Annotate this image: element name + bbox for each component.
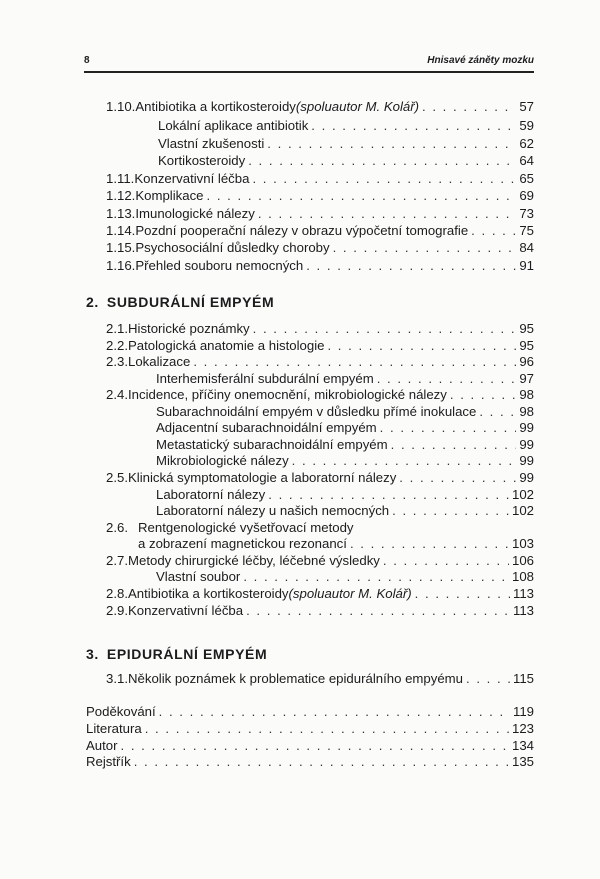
toc-entry-title: Lokalizace	[128, 354, 191, 369]
toc-entry	[106, 205, 534, 222]
toc-entry-title: Laboratorní nálezy u našich nemocných	[156, 503, 390, 518]
toc-entry-title: Několik poznámek k problematice epidurálního empyému	[128, 671, 463, 686]
leader-dots	[471, 222, 516, 239]
toc-entry	[86, 753, 534, 770]
leader-dots	[248, 152, 516, 169]
toc-entry-title: Interhemisferální subdurální empyém	[156, 371, 374, 386]
toc-entry-title: Vlastní zkušenosti	[158, 136, 265, 151]
toc-entry	[86, 703, 534, 720]
toc-entry-page: 108	[511, 569, 534, 584]
leader-dots	[327, 337, 516, 354]
leader-dots	[350, 535, 509, 552]
toc-entry	[106, 187, 534, 204]
toc-entry	[156, 403, 534, 420]
toc-entry-title: Mikrobiologické nálezy	[156, 453, 289, 468]
toc-entry-title: Antibiotika a kortikosteroidy	[128, 586, 289, 601]
toc-entry-number: 1.15.	[106, 240, 136, 255]
toc-entry	[138, 535, 534, 552]
toc-entry-page: 64	[519, 153, 534, 168]
toc-entry-page: 97	[519, 371, 534, 386]
leader-dots	[392, 502, 509, 519]
leader-dots	[399, 469, 516, 486]
toc-entry	[106, 386, 534, 403]
toc-entry-page: 106	[511, 553, 534, 568]
toc-entry-title: Incidence, příčiny onemocnění, mikrobiologické nálezy	[128, 387, 447, 402]
toc-entry	[106, 353, 534, 370]
toc-entry-number: 3.1.	[106, 671, 128, 686]
toc-entry-title: Antibiotika a kortikosteroidy	[135, 99, 296, 114]
toc-entry-page: 99	[519, 437, 534, 452]
toc-entry	[156, 436, 534, 453]
toc-entry-title: Poděkování	[86, 704, 156, 719]
leader-dots	[243, 568, 509, 585]
toc-entry-title: Rentgenologické vyšetřovací metody	[138, 520, 354, 535]
toc-entry	[106, 602, 534, 619]
toc-entry-page: 95	[519, 321, 534, 336]
page-header	[84, 55, 534, 71]
toc-entry-number: 1.13.	[106, 206, 136, 221]
toc-entry	[156, 568, 534, 585]
toc-entry-number: 2.3.	[106, 354, 128, 369]
toc-entry-number: 2.9.	[106, 603, 128, 618]
toc-entry	[156, 370, 534, 387]
leader-dots	[268, 486, 509, 503]
leader-dots	[311, 117, 516, 134]
leader-dots	[450, 386, 516, 403]
toc-entry	[156, 502, 534, 519]
toc-entry-page: 135	[511, 754, 534, 769]
toc-entry-page: 91	[519, 258, 534, 273]
toc-entry-title: Adjacentní subarachnoidální empyém	[156, 420, 377, 435]
leader-dots	[479, 403, 516, 420]
toc-entry-page: 98	[519, 387, 534, 402]
toc-entry	[106, 257, 534, 274]
leader-dots	[134, 753, 509, 770]
toc-entry-title: Literatura	[86, 721, 142, 736]
toc-entry-page: 113	[512, 586, 534, 601]
toc-entry-title: Metastatický subarachnoidální empyém	[156, 437, 388, 452]
toc-entry	[106, 552, 534, 569]
chapter-2-heading	[86, 294, 274, 310]
toc-entry-number: 2.8.	[106, 586, 128, 601]
toc-entry-title: Metody chirurgické léčby, léčebné výsledky	[128, 553, 380, 568]
toc-entry-page: 75	[519, 223, 534, 238]
toc-entry	[106, 337, 534, 354]
toc-entry-title: Klinická symptomatologie a laboratorní nálezy	[128, 470, 397, 485]
toc-entry-page: 103	[511, 536, 534, 551]
toc-entry	[106, 519, 534, 536]
leader-dots	[422, 98, 516, 115]
chapter-3-heading	[86, 646, 267, 662]
toc-entry-title: Vlastní soubor	[156, 569, 241, 584]
toc-entry-page: 98	[519, 404, 534, 419]
toc-entry-title: Psychosociální důsledky choroby	[135, 240, 330, 255]
toc-entry	[158, 135, 534, 152]
toc-entry	[156, 452, 534, 469]
page-number: 8	[84, 55, 90, 66]
toc-entry-page: 123	[511, 721, 534, 736]
toc-entry-page: 57	[519, 99, 534, 114]
toc-entry	[156, 486, 534, 503]
leader-dots	[193, 353, 516, 370]
toc-entry-number: 2.5.	[106, 470, 128, 485]
toc-entry	[86, 737, 534, 754]
toc-entry-title: Pozdní pooperační nálezy v obrazu výpočetní tomografie	[135, 223, 469, 238]
leader-dots	[252, 170, 516, 187]
toc-entry-page: 95	[519, 338, 534, 353]
toc-entry-page: 102	[511, 503, 534, 518]
toc-entry-title: Lokální aplikace antibiotik	[158, 118, 309, 133]
toc-entry	[106, 170, 534, 187]
chapter-title: EPIDURÁLNÍ EMPYÉM	[106, 646, 268, 662]
leader-dots	[246, 602, 510, 619]
toc-entry-page: 99	[519, 453, 534, 468]
toc-entry-number: 2.2.	[106, 338, 128, 353]
toc-entry-number: 2.6.	[106, 520, 128, 535]
toc-entry-title: Subarachnoidální empyém v důsledku přímé inokulace	[156, 404, 477, 419]
toc-entry-page: 99	[519, 470, 534, 485]
toc-entry	[106, 239, 534, 256]
leader-dots	[207, 187, 517, 204]
toc-entry-number: 1.14.	[106, 223, 136, 238]
toc-entry-page: 102	[511, 487, 534, 502]
leader-dots	[145, 720, 509, 737]
toc-entry	[106, 222, 534, 239]
leader-dots	[415, 585, 510, 602]
leader-dots	[258, 205, 516, 222]
toc-entry-page: 69	[519, 188, 534, 203]
toc-entry-page: 99	[519, 420, 534, 435]
chapter-title: SUBDURÁLNÍ EMPYÉM	[106, 294, 275, 310]
leader-dots	[377, 370, 517, 387]
toc-entry-number: 2.1.	[106, 321, 128, 336]
toc-entry	[106, 469, 534, 486]
toc-entry-title: Konzervativní léčba	[134, 171, 250, 186]
leader-dots	[333, 239, 517, 256]
toc-entry-title: Rejstřík	[86, 754, 131, 769]
toc-entry-note: (spoluautor M. Kolář)	[295, 99, 420, 114]
toc-entry-number: 1.10.	[106, 99, 136, 114]
toc-entry-title: a zobrazení magnetickou rezonancí	[138, 536, 347, 551]
toc-entry-number: 2.4.	[106, 387, 128, 402]
toc-entry-page: 134	[511, 738, 534, 753]
toc-entry-page: 119	[512, 704, 534, 719]
toc-entry-page: 115	[512, 671, 534, 686]
running-title: Hnisavé záněty mozku	[427, 55, 534, 66]
toc-entry-page: 113	[512, 603, 534, 618]
leader-dots	[306, 257, 516, 274]
toc-entry	[106, 585, 534, 602]
toc-entry	[156, 419, 534, 436]
toc-entry-title: Konzervativní léčba	[128, 603, 244, 618]
toc-entry-title: Kortikosteroidy	[158, 153, 246, 168]
toc-entry-page: 62	[519, 136, 534, 151]
toc-entry-title: Laboratorní nálezy	[156, 487, 266, 502]
toc-entry-title: Přehled souboru nemocných	[135, 258, 304, 273]
chapter-number: 2.	[86, 294, 99, 310]
toc-entry	[158, 152, 534, 169]
toc-entry-title: Autor	[86, 738, 118, 753]
chapter-number: 3.	[86, 646, 99, 662]
leader-dots	[121, 737, 509, 754]
toc-entry-number: 1.12.	[106, 188, 136, 203]
toc-entry-title: Komplikace	[135, 188, 204, 203]
toc-entry-page: 96	[519, 354, 534, 369]
toc-entry-page: 59	[519, 118, 534, 133]
leader-dots	[466, 670, 510, 687]
leader-dots	[292, 452, 517, 469]
toc-entry	[158, 117, 534, 134]
leader-dots	[159, 703, 510, 720]
toc-entry	[106, 670, 534, 687]
toc-entry	[106, 98, 534, 115]
leader-dots	[391, 436, 517, 453]
leader-dots	[383, 552, 509, 569]
toc-entry-note: (spoluautor M. Kolář)	[288, 586, 412, 601]
header-rule	[84, 71, 534, 73]
toc-entry-page: 73	[519, 206, 534, 221]
toc-entry	[106, 320, 534, 337]
toc-entry-number: 2.7.	[106, 553, 128, 568]
toc-entry-number: 1.16.	[106, 258, 136, 273]
leader-dots	[380, 419, 517, 436]
toc-entry-page: 65	[519, 171, 534, 186]
leader-dots	[253, 320, 517, 337]
toc-entry	[86, 720, 534, 737]
toc-entry-page: 84	[519, 240, 534, 255]
toc-entry-title: Patologická anatomie a histologie	[128, 338, 325, 353]
toc-entry-title: Imunologické nálezy	[135, 206, 255, 221]
toc-entry-title: Historické poznámky	[128, 321, 250, 336]
leader-dots	[267, 135, 516, 152]
toc-entry-number: 1.11.	[106, 171, 135, 186]
